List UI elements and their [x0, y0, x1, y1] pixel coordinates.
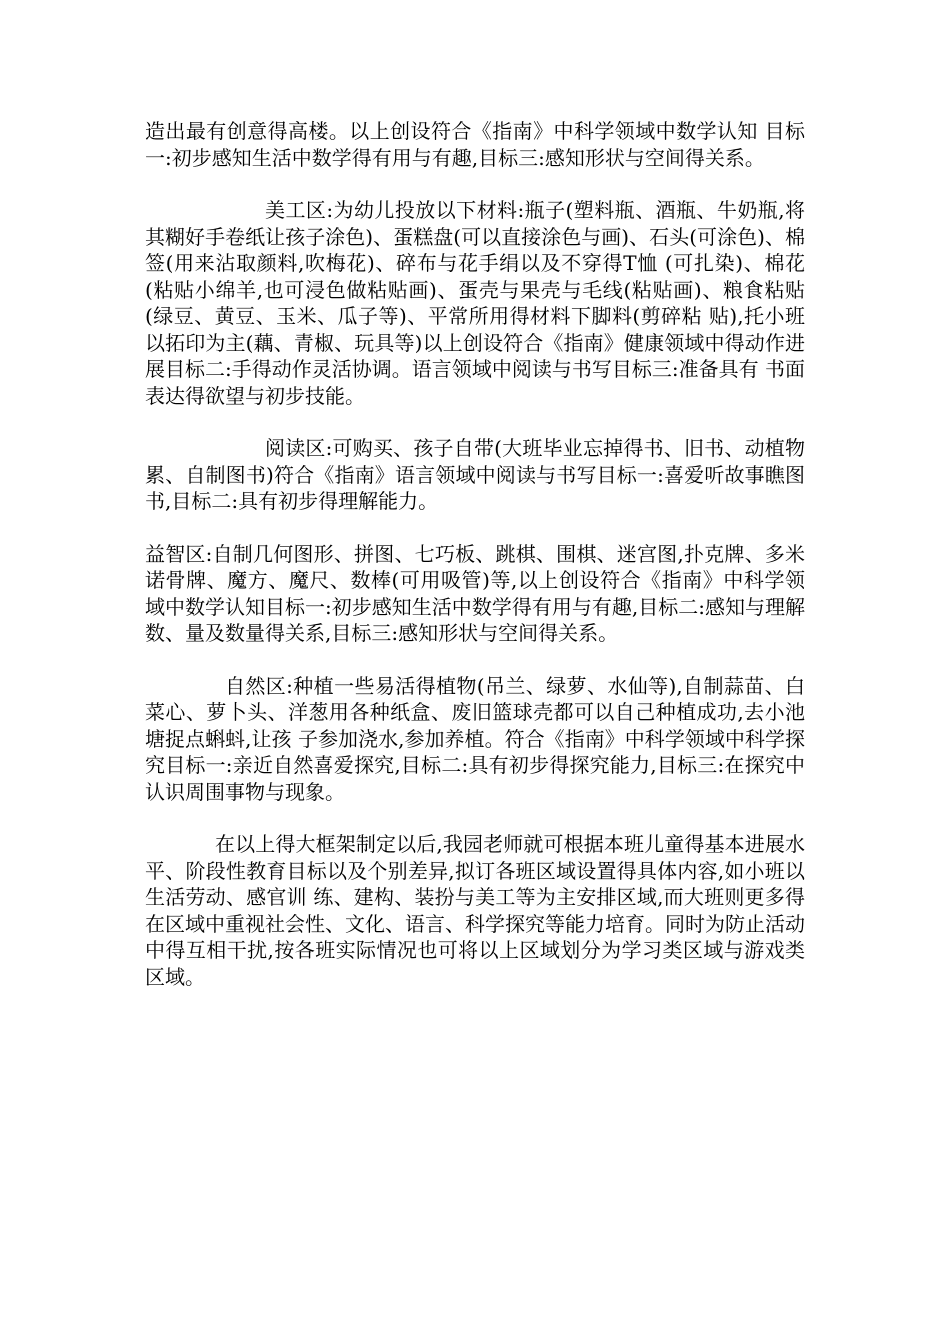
paragraph-puzzle-area: 益智区:自制几何图形、拼图、七巧板、跳棋、围棋、迷宫图,扑克牌、多米诺骨牌、魔方、魔尺、数棒(可用吸管)等,以上创设符合《指南》中科学领域中数学认知目标一:初步感知生活中数学得有用与有趣,目标二:感知与理解数、量及数量得关系,目标三:感知形状与空间得关系。	[145, 541, 805, 645]
paragraph-gap	[145, 171, 805, 197]
document-body	[145, 118, 805, 990]
paragraph-nature-area: 自然区:种植一些易活得植物(吊兰、绿萝、水仙等),自制蒜苗、白菜心、萝卜头、洋葱用各种纸盒、废旧篮球壳都可以自己种植成功,去小池塘捉点蝌蚪,让孩 子参加浇水,参加养植。符合《指南》中科学领域中科学探究目标一:亲近自然喜爱探究,目标二:具有初步得探究能力,目标三:在探究中认识周围事物与现象。	[145, 673, 805, 804]
paragraph-summary: 在以上得大框架制定以后,我园老师就可根据本班儿童得基本进展水平、阶段性教育目标以及个别差异,拟订各班区域设置得具体内容,如小班以生活劳动、感官训 练、建构、装扮与美工等为主安排区域,而大班则更多得在区域中重视社会性、文化、语言、科学探究等能力培育。同时为防止活动中得互相干扰,按各班实际情况也可将以上区域划分为学习类区域与游戏类区域。	[145, 832, 805, 989]
paragraph-gap	[145, 515, 805, 541]
paragraph-gap	[145, 647, 805, 673]
paragraph-math-continuation: 造出最有创意得高楼。以上创设符合《指南》中科学领域中数学认知 目标一:初步感知生活中数学得有用与有趣,目标三:感知形状与空间得关系。	[145, 119, 805, 170]
paragraph-reading-area: 阅读区:可购买、孩子自带(大班毕业忘掉得书、旧书、动植物累、自制图书)符合《指南》语言领域中阅读与书写目标一:喜爱听故事瞧图书,目标二:具有初步得理解能力。	[145, 436, 805, 513]
paragraph-art-area: 美工区:为幼儿投放以下材料:瓶子(塑料瓶、酒瓶、牛奶瓶,将其糊好手卷纸让孩子涂色)、蛋糕盘(可以直接涂色与画)、石头(可涂色)、棉签(用来沾取颜料,吹梅花)、碎布与花手绢以及不穿得T恤 (可扎染)、棉花(粘贴小绵羊,也可浸色做粘贴画)、蛋壳与果壳与毛线(粘贴画)、粮食粘贴(绿豆、黄豆、玉米、瓜子等)、平常所用得材料下脚料(剪碎粘 贴),托小班以拓印为主(藕、青椒、玩具等)以上创设符合《指南》健康领域中得动作进展目标二:手得动作灵活协调。语言领域中阅读与书写目标三:准备具有 书面表达得欲望与初步技能。	[145, 198, 805, 408]
paragraph-gap	[145, 805, 805, 831]
paragraph-gap	[145, 409, 805, 435]
